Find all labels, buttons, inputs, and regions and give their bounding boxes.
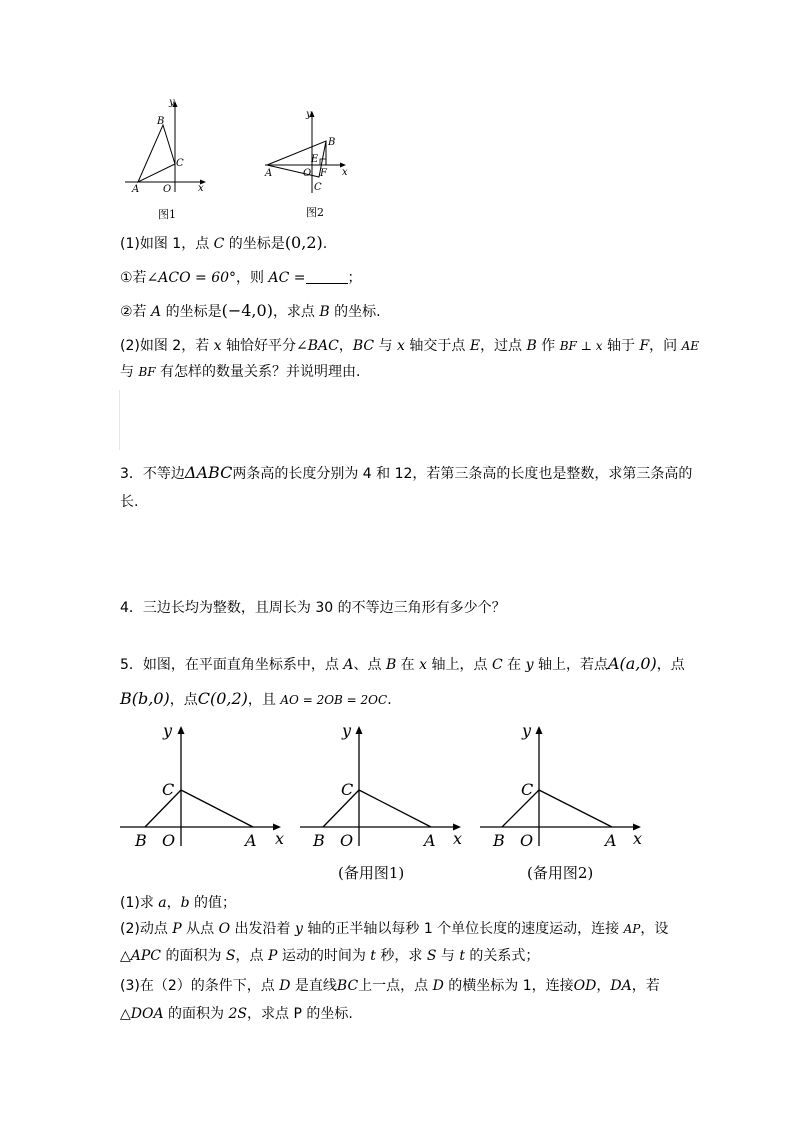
fig-spare2-label-x: x <box>633 829 643 848</box>
fig-spare2-label-o: O <box>520 831 534 850</box>
fig-spare2-label-c: C <box>521 780 534 799</box>
fig1-caption: 图1 <box>158 208 176 221</box>
q2-item2: ②若 A 的坐标是(−4,0)，求点 B 的坐标. <box>120 301 381 320</box>
q2-part2-line1: (2)如图 2，若 x 轴恰好平分∠BAC，BC 与 x 轴交于点 E，过点 B 作 BF ⊥ x 轴于 F，问 AE <box>120 338 700 354</box>
fig1-label-c: C <box>176 158 184 169</box>
fig2-label-e: E <box>311 154 319 165</box>
q5-line2: B(b,0)，点C(0,2)，且 AO = 2OB = 2OC. <box>120 689 392 708</box>
q5-part3-line2: △DOA 的面积为 2S，求点 P 的坐标. <box>120 1006 353 1022</box>
fig-spare1-label-a: A <box>424 831 436 850</box>
fig2-label-b: B <box>328 137 336 148</box>
fig1-label-o: O <box>163 184 172 195</box>
q4-text: 4．三边长均为整数，且周长为 30 的不等边三角形有多少个？ <box>120 600 506 616</box>
fig-main-label-c: C <box>162 780 175 799</box>
fig-main-label-y: y <box>163 721 173 740</box>
q3-line1: 3．不等边ΔABC两条高的长度分别为 4 和 12，若第三条高的长度也是整数，求第三条高的 <box>120 463 693 482</box>
fig2-label-o: O <box>303 168 312 179</box>
figure-2 <box>262 105 362 200</box>
q5-part2-line2: △APC 的面积为 S，点 P 运动的时间为 t 秒，求 S 与 t 的关系式； <box>120 948 540 964</box>
fig1-label-x: x <box>198 183 204 194</box>
fig-spare1-label-o: O <box>340 831 354 850</box>
q2-part1: (1)如图 1，点 C 的坐标是(0,2). <box>120 233 328 252</box>
fig-spare1-label-b: B <box>313 831 325 850</box>
fig2-label-a: A <box>265 168 273 179</box>
fig-main-label-b: B <box>135 831 147 850</box>
fig2-label-y: y <box>306 109 312 120</box>
margin-mark <box>119 390 120 450</box>
q5-part3-line1: (3)在（2）的条件下，点 D 是直线BC上一点，点 D 的横坐标为 1，连接OD，DA，若 <box>120 978 660 994</box>
fig-spare1-label-c: C <box>341 780 354 799</box>
fig2-label-f: F <box>320 168 327 179</box>
fig2-caption: 图2 <box>306 206 324 219</box>
fig-spare1-label-y: y <box>342 721 352 740</box>
fig1-label-y: y <box>169 97 175 108</box>
q3-line2: 长. <box>120 494 139 510</box>
fig1-label-a: A <box>132 184 140 195</box>
fig-spare2-label-b: B <box>493 831 505 850</box>
q2-item1: ①若∠ACO = 60°，则 AC = ； <box>120 270 362 286</box>
q5-figure-spare-2 <box>475 718 650 853</box>
q5-figure-main <box>115 718 290 853</box>
fig-main-label-o: O <box>162 831 176 850</box>
fig2-label-x: x <box>342 167 348 178</box>
q2-part2-line2: 与 BF 有怎样的数量关系？并说明理由. <box>120 364 361 380</box>
fig-main-label-x: x <box>275 829 285 848</box>
fig-spare2-label-y: y <box>522 721 532 740</box>
q5-part1: (1)求 a，b 的值； <box>120 895 237 911</box>
caption-spare-2: (备用图2) <box>527 864 594 882</box>
fig-spare2-label-a: A <box>605 831 617 850</box>
fig1-label-b: B <box>157 116 165 127</box>
fig-spare1-label-x: x <box>453 829 463 848</box>
q5-line1: 5．如图，在平面直角坐标系中，点 A、点 B 在 x 轴上，点 C 在 y 轴上，若点A(a,0)，点 <box>120 654 685 673</box>
answer-blank <box>306 269 348 284</box>
fig-main-label-a: A <box>245 831 257 850</box>
caption-spare-1: (备用图1) <box>338 864 405 882</box>
q5-figure-spare-1 <box>295 718 470 853</box>
q5-part2-line1: (2)动点 P 从点 O 出发沿着 y 轴的正半轴以每秒 1 个单位长度的速度运动，连接 AP，设 <box>120 921 669 937</box>
fig2-label-c: C <box>314 182 322 193</box>
figure-1 <box>120 95 220 195</box>
